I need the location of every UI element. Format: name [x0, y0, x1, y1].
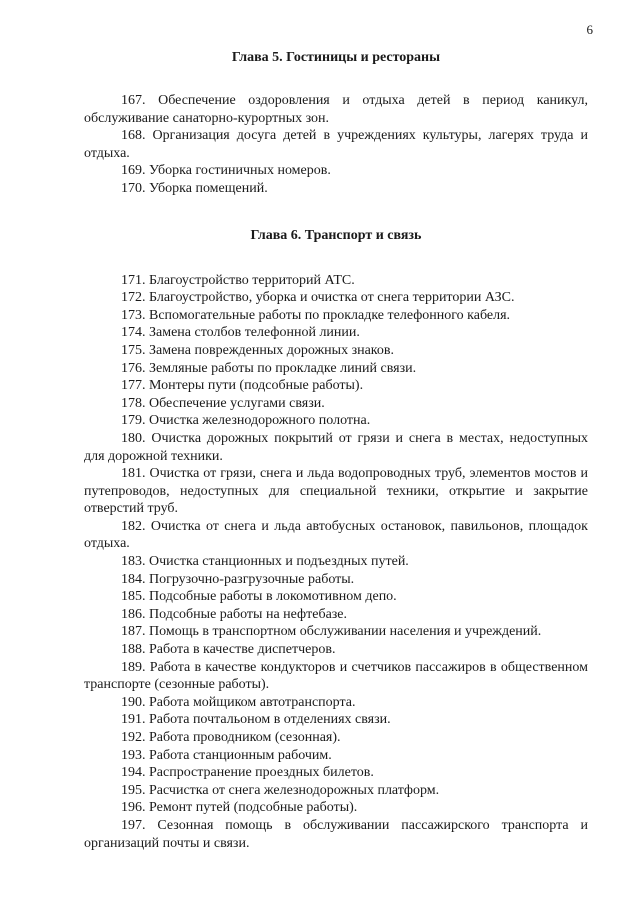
list-item: 169. Уборка гостиничных номеров. [121, 163, 331, 179]
list-item: 191. Работа почтальоном в отделениях связи. [121, 712, 391, 728]
list-item: 173. Вспомогательные работы по прокладке телефонного кабеля. [121, 307, 511, 323]
list-item: 184. Погрузочно-разгрузочные работы. [121, 571, 355, 587]
list-item: 196. Ремонт путей (подсобные работы). [121, 800, 358, 816]
document-body [84, 49, 588, 852]
list-item: 182. Очистка от снега и льда автобусных остановок, павильонов, площадок отдыха. [84, 518, 588, 552]
list-item: 187. Помощь в транспортном обслуживании населения и учреждений. [121, 624, 542, 640]
list-item: 178. Обеспечение услугами связи. [121, 395, 325, 411]
chapter-5-title: Глава 5. Гостиницы и рестораны [231, 50, 441, 65]
list-item: 195. Расчистка от снега железнодорожных платформ. [121, 782, 440, 798]
list-item: 197. Сезонная помощь в обслуживании пассажирского транспорта и организаций почты и связи. [84, 817, 588, 851]
list-item: 183. Очистка станционных и подъездных путей. [121, 554, 409, 570]
list-item: 190. Работа мойщиком автотранспорта. [121, 694, 356, 710]
list-item: 174. Замена столбов телефонной линии. [121, 325, 360, 341]
list-item: 185. Подсобные работы в локомотивном депо. [121, 589, 397, 605]
chapter-6-title: Глава 6. Транспорт и связь [250, 227, 422, 243]
list-item: 189. Работа в качестве кондукторов и счетчиков пассажиров в общественном транспорте (сезонные работы). [84, 659, 588, 693]
list-item: 181. Очистка от грязи, снега и льда водопроводных труб, элементов мостов и путепроводов, недоступных для специальной техники, открытие и закрытие отверстий труб. [84, 466, 588, 517]
list-item: 186. Подсобные работы на нефтебазе. [121, 606, 348, 622]
chapter-6-section [84, 227, 588, 853]
list-item: 180. Очистка дорожных покрытий от грязи и снега в местах, недоступных для дорожной техники. [84, 430, 588, 464]
list-item: 168. Организация досуга детей в учреждениях культуры, лагерях труда и отдыха. [84, 128, 588, 161]
list-item: 175. Замена поврежденных дорожных знаков. [121, 342, 395, 358]
list-item: 167. Обеспечение оздоровления и отдыха детей в период каникул, обслуживание санаторно-курортных зон. [84, 93, 588, 126]
list-item: 192. Работа проводником (сезонная). [121, 730, 341, 745]
list-item: 170. Уборка помещений. [121, 180, 268, 196]
list-item: 176. Земляные работы по прокладке линий связи. [121, 360, 417, 376]
chapter-5-section [84, 49, 588, 198]
list-item: 172. Благоустройство, уборка и очистка от снега территории АЗС. [121, 290, 515, 306]
list-item: 193. Работа станционным рабочим. [121, 747, 332, 763]
list-item: 188. Работа в качестве диспетчеров. [121, 642, 336, 658]
list-item: 179. Очистка железнодорожного полотна. [121, 413, 371, 429]
page-number: 6 [586, 22, 593, 37]
list-item: 177. Монтеры пути (подсобные работы). [121, 378, 364, 394]
list-item: 171. Благоустройство территорий АТС. [121, 272, 355, 288]
list-item: 194. Распространение проездных билетов. [121, 765, 374, 781]
